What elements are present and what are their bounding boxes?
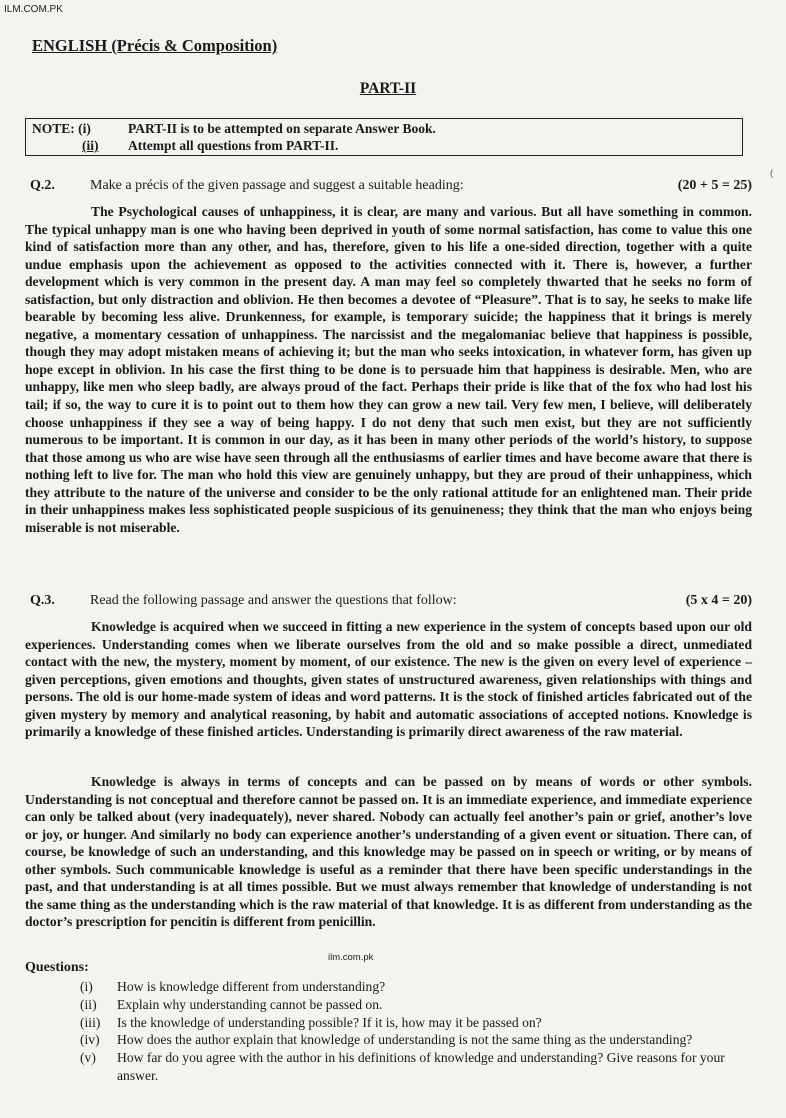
question-number: (v) xyxy=(80,1050,96,1066)
note-label: NOTE: xyxy=(32,121,75,136)
q3-passage-paragraph-2: Knowledge is always in terms of concepts and can be passed on by means of words or other symbols. Understanding is not conceptual and therefore cannot be passed on. It is an immediate experience, and immediate experience can only be talked about (very inadequately), never shared. Nobody can actually feel another’s pain or grief, another’s love or joy, or hunger. And similarly no body can experience another’s understanding of a given event or situation. There can, of course, be knowledge of such an understanding, and this knowledge may be passed on in speech or writing, or by means of other symbols. Such communicable knowledge is useful as a reminder that there have been specific understandings in the past, and that understanding is at all times possible. But we must always remember that knowledge of understanding is not the same thing as the understanding which is the raw material of that knowledge. It is as different from understanding as the doctor’s prescription for pencitin is different from penicillin. xyxy=(25,774,752,930)
note-number: (i) xyxy=(78,121,91,136)
q3-marks: (5 x 4 = 20) xyxy=(685,593,752,608)
question-item xyxy=(80,978,740,996)
note-number: (ii) xyxy=(82,138,99,153)
questions-label: Questions: xyxy=(25,960,89,975)
note-item-2 xyxy=(32,138,338,154)
q2-instruction: Make a précis of the given passage and suggest a suitable heading: xyxy=(90,178,464,193)
question-number: (iii) xyxy=(80,1014,101,1030)
part-heading: PART-II xyxy=(359,80,417,97)
q2-number: Q.2. xyxy=(30,178,55,193)
note-text: Attempt all questions from PART-II. xyxy=(128,138,339,153)
question-item xyxy=(80,996,740,1014)
watermark-top: ILM.COM.PK xyxy=(4,4,63,15)
question-text: How far do you agree with the author in his definitions of knowledge and understanding? Give reasons for your answer. xyxy=(117,1050,725,1083)
q2-passage: The Psychological causes of unhappiness, it is clear, are many and various. But all have something in common. The typical unhappy man is one who having been deprived in youth of some normal satisfaction, has come to value this one kind of satisfaction more than any other, and has, therefore, given to his life a one-sided direction, together with a quite undue emphasis upon the achievement as opposed to the activities connected with it. There is, however, a further development which is very common in the present day. A man may feel so completely thwarted that he seeks no form of satisfaction, but only distraction and oblivion. He then becomes a devotee of “Pleasure”. That is to say, he seeks to make life bearable by becoming less alive. Drunkenness, for example, is temporary suicide; the happiness that it brings is merely negative, a momentary cessation of unhappiness. The narcissist and the megalomaniac believe that happiness is possible, though they may adopt mistaken means of achieving it; but the man who seeks intoxication, in whatever form, has given up hope except in oblivion. In his case the first thing to be done is to persuade him that happiness is desirable. Men, who are unhappy, like men who sleep badly, are always proud of the fact. Perhaps their pride is like that of the fox who had lost his tail; if so, the way to cure it is to point out to them how they can grow a new tail. Very few men, I believe, will deliberately choose unhappiness if they see a way of being happy. I do not deny that such men exist, but they are not sufficiently numerous to be important. It is common in our day, as it has been in many other periods of the world’s history, to suppose that those among us who are wise have seen through all the enthusiasms of earlier times and have become aware that there is nothing left to live for. The man who hold this view are genuinely unhappy, but they are proud of their unhappiness, which they attribute to the nature of the universe and consider to be the only rational attitude for an enlightened man. Their pride in their unhappiness makes less sophisticated people suspicious of its genuineness; they think that the man who enjoys being miserable is not miserable. xyxy=(25,204,752,535)
questions-list xyxy=(80,978,740,1085)
question-text: Explain why understanding cannot be passed on. xyxy=(117,996,383,1012)
question-text: How does the author explain that knowledge of understanding is not the same thing as the understanding? xyxy=(117,1032,693,1048)
q2-marks: (20 + 5 = 25) xyxy=(677,178,752,193)
question-item xyxy=(80,1049,740,1085)
question-item xyxy=(80,1014,740,1032)
q3-instruction: Read the following passage and answer the questions that follow: xyxy=(90,593,457,608)
note-item-1 xyxy=(32,121,436,137)
q3-passage-paragraph-1: Knowledge is acquired when we succeed in fitting a new experience in the system of concepts based upon our old experiences. Understanding comes when we liberate ourselves from the old and so make possible a direct, unmediated contact with the new, the mystery, moment by moment, of our existence. The new is the given on every level of experience – given perceptions, given emotions and thoughts, given states of unstructured awareness, given relationships with things and persons. The old is our home-made system of ideas and word patterns. It is the stock of finished articles fabricated out of the given mystery by memory and analytical reasoning, by habit and automatic associations of accepted notions. Knowledge is primarily a knowledge of these finished articles. Understanding is primarily direct awareness of the raw material. xyxy=(25,619,752,740)
question-number: (iv) xyxy=(80,1032,100,1048)
question-number: (i) xyxy=(80,979,93,994)
paper-title: ENGLISH (Précis & Composition) xyxy=(32,36,278,55)
question-number: (ii) xyxy=(80,996,97,1012)
question-text: Is the knowledge of understanding possible? If it is, how may it be passed on? xyxy=(117,1014,542,1030)
q3-number: Q.3. xyxy=(30,593,55,608)
question-item xyxy=(80,1031,740,1049)
question-text: How is knowledge different from understanding? xyxy=(117,979,386,994)
note-box xyxy=(25,118,743,156)
watermark-mid: ilm.com.pk xyxy=(328,952,374,963)
note-text: PART-II is to be attempted on separate Answer Book. xyxy=(128,121,436,136)
scan-speck: ( xyxy=(770,168,773,178)
